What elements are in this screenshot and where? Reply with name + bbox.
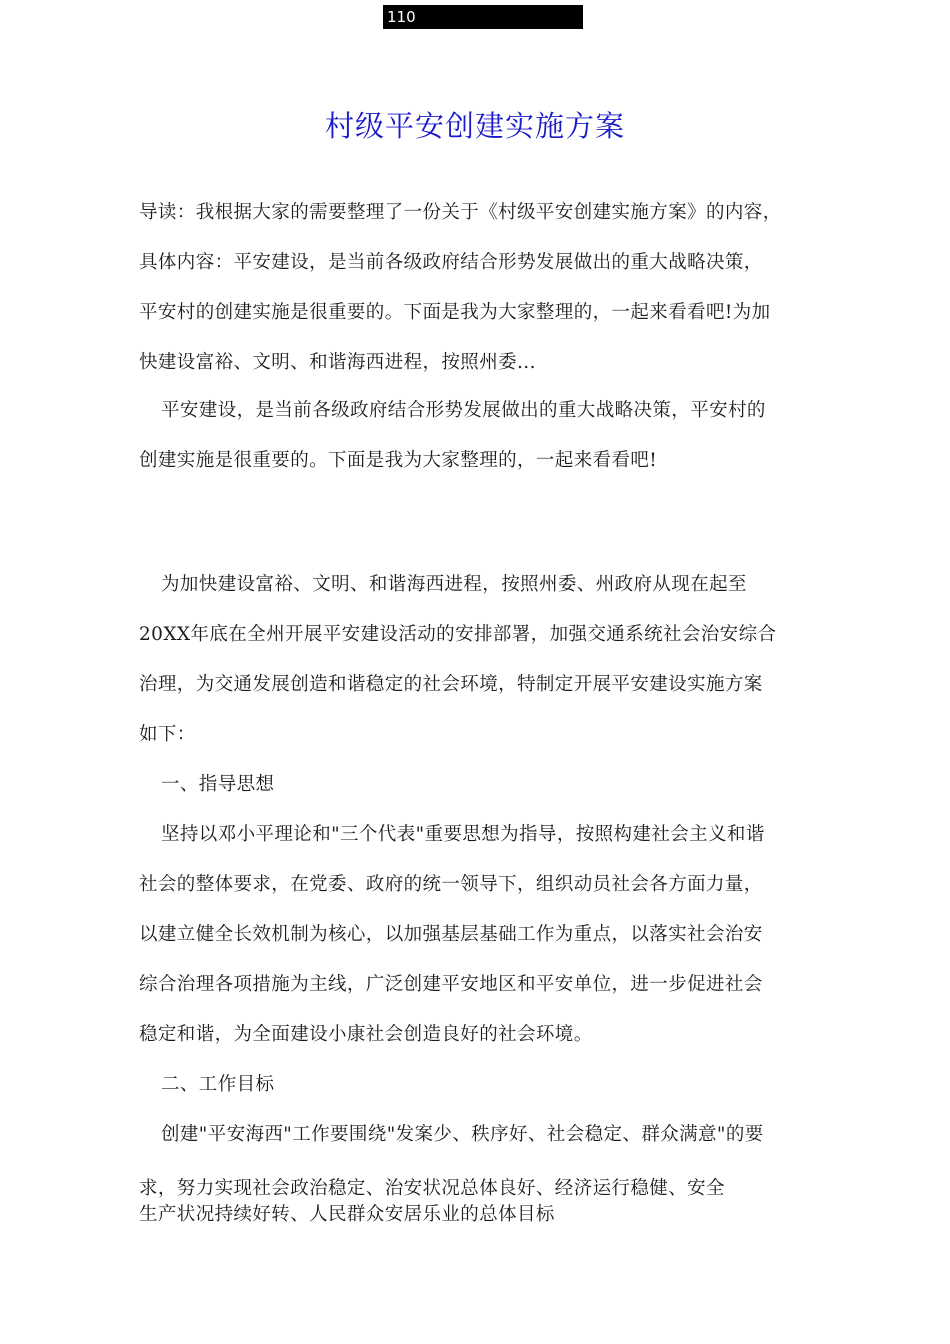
section-work-goals bbox=[139, 1060, 829, 1230]
section-heading: 二、工作目标 bbox=[161, 1074, 275, 1095]
intro-line: 快建设富裕、文明、和谐海西进程，按照州委... bbox=[139, 352, 536, 373]
preface-line: 治理，为交通发展创造和谐稳定的社会环境，特制定开展平安建设实施方案 bbox=[139, 674, 763, 695]
section-line: 以建立健全长效机制为核心，以加强基层基础工作为重点，以落实社会治安 bbox=[139, 924, 763, 945]
section-line: 创建"平安海西"工作要围绕"发案少、秩序好、社会稳定、群众满意"的要 bbox=[161, 1124, 764, 1145]
preface-paragraph bbox=[139, 560, 829, 760]
intro-paragraph bbox=[139, 188, 829, 388]
intro-line: 具体内容：平安建设，是当前各级政府结合形势发展做出的重大战略决策， bbox=[139, 252, 763, 273]
section-heading: 一、指导思想 bbox=[161, 774, 275, 795]
summary-line: 创建实施是很重要的。下面是我为大家整理的，一起来看看吧! bbox=[139, 450, 658, 471]
preface-line: 如下： bbox=[139, 724, 196, 745]
page-number: 110 bbox=[387, 8, 416, 26]
section-line: 坚持以邓小平理论和"三个代表"重要思想为指导，按照构建社会主义和谐 bbox=[161, 824, 765, 845]
section-line: 求，努力实现社会政治稳定、治安状况总体良好、经济运行稳健、安全 bbox=[139, 1178, 725, 1199]
intro-line: 导读：我根据大家的需要整理了一份关于《村级平安创建实施方案》的内容， bbox=[139, 202, 782, 223]
preface-line: 20XX年底在全州开展平安建设活动的安排部署，加强交通系统社会治安综合 bbox=[139, 624, 777, 645]
section-guiding-ideology bbox=[139, 760, 829, 1060]
section-line: 稳定和谐，为全面建设小康社会创造良好的社会环境。 bbox=[139, 1024, 593, 1045]
page-number-bar bbox=[383, 5, 583, 29]
preface-line: 为加快建设富裕、文明、和谐海西进程，按照州委、州政府从现在起至 bbox=[161, 574, 747, 595]
section-line: 综合治理各项措施为主线，广泛创建平安地区和平安单位，进一步促进社会 bbox=[139, 974, 763, 995]
section-line: 生产状况持续好转、人民群众安居乐业的总体目标 bbox=[139, 1204, 555, 1225]
summary-line: 平安建设，是当前各级政府结合形势发展做出的重大战略决策，平安村的 bbox=[161, 400, 766, 421]
section-line: 社会的整体要求，在党委、政府的统一领导下，组织动员社会各方面力量， bbox=[139, 874, 763, 895]
document-title: 村级平安创建实施方案 bbox=[324, 109, 625, 143]
intro-line: 平安村的创建实施是很重要的。下面是我为大家整理的，一起来看看吧!为加 bbox=[139, 302, 771, 323]
summary-paragraph bbox=[139, 386, 829, 486]
